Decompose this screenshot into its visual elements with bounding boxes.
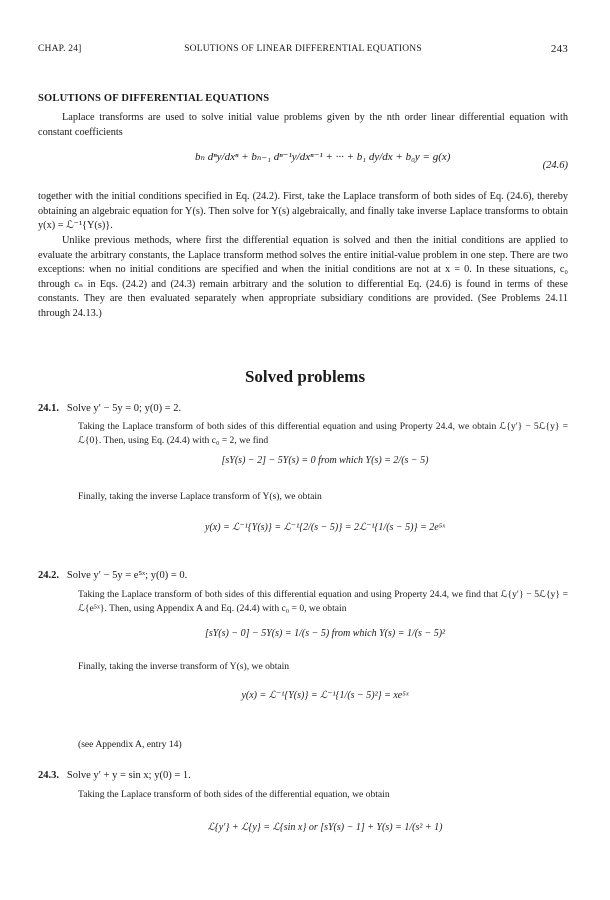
problem-24-2-text-2: Finally, taking the inverse transform of Y(s), we obtain	[78, 661, 290, 672]
running-header	[38, 44, 568, 58]
paragraph-exceptions: Unlike previous methods, where first the differential equation is solved and then the initial conditions are applied to evaluate the arbitrary constants, the Laplace transform method solves the entire initial-value problem in one step. There are two exceptions: when no initial conditions are specified and when the initial conditions are not at x = 0. In these situations, c₀ through cₙ in Eqs. (24.2) and (24.3) remain arbitrary and the solution to differential Eq. (24.6) is found in terms of these constants. They are then evaluated separately when appropriate subsidiary conditions are provided. (See Problems 24.11 through 24.13.)	[38, 235, 568, 319]
problem-24-2-equation-1: [sY(s) − 0] − 5Y(s) = 1/(s − 5) from which Y(s) = 1/(s − 5)²	[204, 628, 446, 639]
page-number: 243	[550, 43, 568, 55]
intro-paragraph: Laplace transforms are used to solve initial value problems given by the nth order linear differential equation with constant coefficients	[38, 112, 568, 138]
equation-24-6	[195, 150, 450, 163]
equation-24-6-label: (24.6)	[542, 160, 568, 171]
problem-24-1-text: Taking the Laplace transform of both sides of this differential equation and using Property 24.4, we obtain ℒ{y′} − 5ℒ{y} = ℒ{0}. Then, using Eq. (24.4) with c₀ = 2, we find	[78, 421, 568, 446]
problem-24-1-number: 24.1.	[38, 403, 59, 414]
problem-24-2-text: Taking the Laplace transform of both sides of this differential equation and using Property 24.4, we find that ℒ{y′} − 5ℒ{y} = ℒ{e⁵ˣ}. Then, using Appendix A and Eq. (24.4) with c₀ = 0, we obtain	[78, 589, 568, 614]
problem-24-1-text-2: Finally, taking the inverse Laplace transform of Y(s), we obtain	[78, 491, 322, 502]
problem-24-1-equation-2: y(x) = ℒ⁻¹{Y(s)} = ℒ⁻¹{2/(s − 5)} = 2ℒ⁻¹{1/(s − 5)} = 2e⁵ˣ	[205, 522, 445, 533]
problem-24-1-statement: 24.1. Solve y′ − 5y = 0; y(0) = 2.	[38, 403, 182, 414]
solved-problems-title: Solved problems	[244, 367, 366, 386]
problem-24-3-text: Taking the Laplace transform of both sides of the differential equation, we obtain	[78, 789, 390, 800]
problem-24-1-equation-1: [sY(s) − 2] − 5Y(s) = 0 from which Y(s) = 2/(s − 5)	[221, 455, 429, 466]
problem-24-2-note: (see Appendix A, entry 14)	[78, 739, 182, 750]
problem-24-3-statement: 24.3. Solve y′ + y = sin x; y(0) = 1.	[38, 770, 191, 781]
chapter-title: SOLUTIONS OF LINEAR DIFFERENTIAL EQUATIONS	[184, 44, 422, 54]
chapter-label: CHAP. 24]	[38, 44, 82, 54]
problem-24-3-number: 24.3.	[38, 770, 59, 781]
problem-24-2-number: 24.2.	[38, 570, 59, 581]
problem-24-2-statement: 24.2. Solve y′ − 5y = e⁵ˣ; y(0) = 0.	[38, 570, 188, 581]
section-heading: SOLUTIONS OF DIFFERENTIAL EQUATIONS	[38, 93, 270, 104]
problem-24-2-equation-2: y(x) = ℒ⁻¹{Y(s)} = ℒ⁻¹{1/(s − 5)²} = xe⁵ˣ	[241, 690, 409, 701]
paragraph-method: together with the initial conditions specified in Eq. (24.2). First, take the Laplace transform of both sides of Eq. (24.6), thereby obtaining an algebraic equation for Y(s). Then solve for Y(s) algebraically, and finally take inverse Laplace transforms to obtain y(x) = ℒ⁻¹{Y(s)}.	[38, 191, 568, 232]
problem-24-3-equation-1: ℒ{y′} + ℒ{y} = ℒ{sin x} or [sY(s) − 1] + Y(s) = 1/(s² + 1)	[207, 822, 443, 833]
equation-24-6-text: bₙ dⁿy/dxⁿ + bₙ₋₁ dⁿ⁻¹y/dxⁿ⁻¹ + ··· + b₁ dy/dx + b₀y = g(x)	[195, 151, 451, 163]
